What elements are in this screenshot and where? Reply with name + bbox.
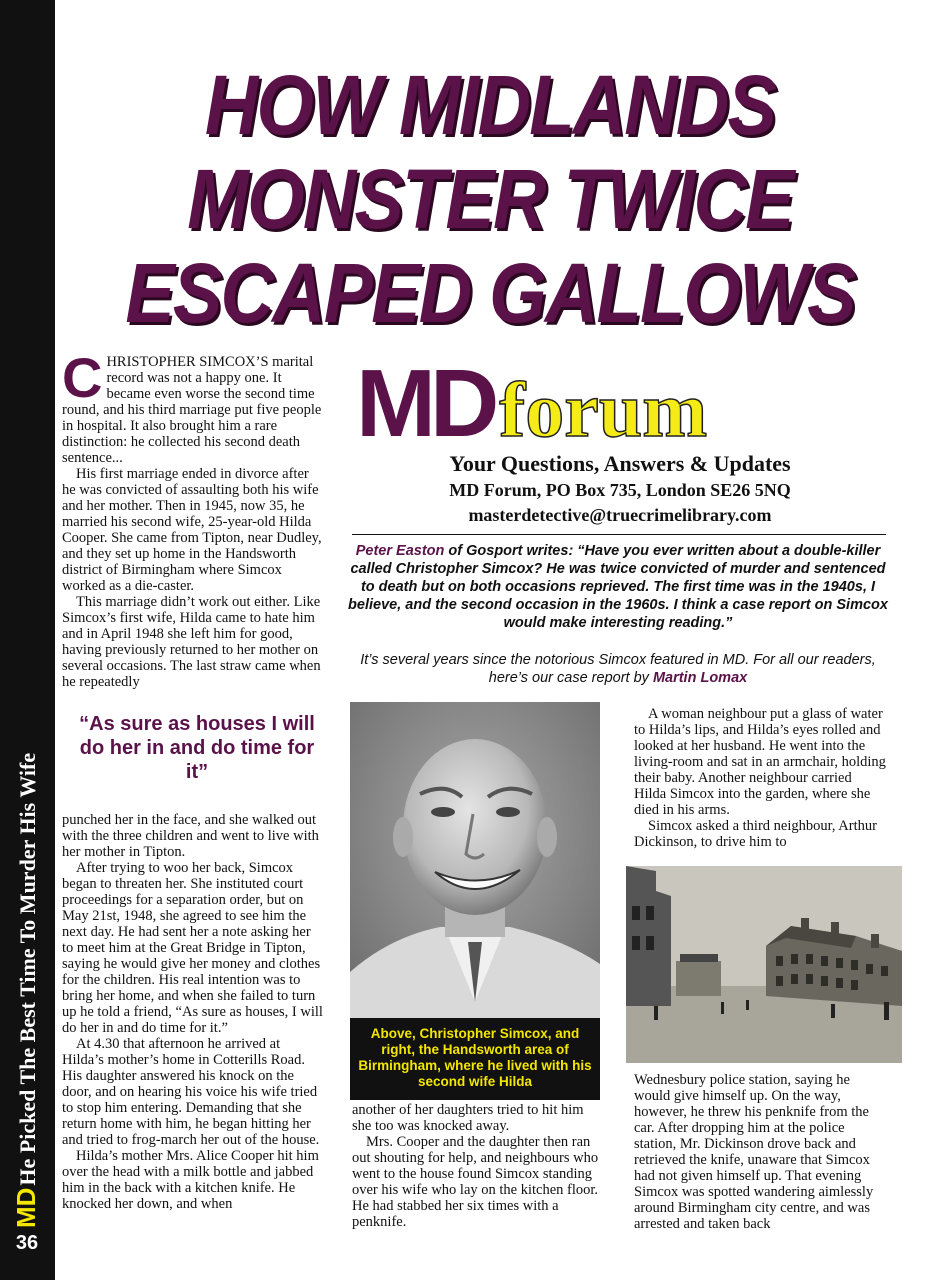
article-paragraph: CHRISTOPHER SIMCOX’S marital record was not a happy one. It became even worse the second time round, and his third marriage put five people in hospital. It also brought him a rare distinction: he collected his second death sentence...	[62, 346, 322, 466]
drop-cap: C	[62, 346, 103, 409]
reply-text: It’s several years since the notorious Simcox featured in MD. For all our readers, here’s our case report by	[360, 652, 876, 686]
reader-letter	[346, 542, 890, 632]
sidebar-md-logo: MD	[11, 1187, 41, 1228]
article-paragraph: After trying to woo her back, Simcox began to threaten her. She instituted court proceedings for a separation order, but on May 21st, 1948, she agreed to see him the next day. He had sent her a note asking her to meet him at the Great Bridge in Tipton, saying he would give her money and clothes for the children. His real intention was to bring her home, and when she failed to turn up he told a friend, “As sure as houses, I will do her in and do time for it.”	[62, 860, 323, 1036]
article-paragraph: This marriage didn’t work out either. Like Simcox’s first wife, Hilda came to hate him and in April 1948 she left him for good, having previously returned to her mother on several occasions. The last straw came when he repeatedly	[62, 594, 321, 690]
headline-line-3: ESCAPED GALLOWS	[125, 246, 855, 340]
md-forum-logo	[356, 350, 876, 457]
sidebar-label: He Picked The Best Time To Murder His Wife	[15, 752, 40, 1186]
article-paragraph: Simcox asked a third neighbour, Arthur Dickinson, to drive him to	[634, 818, 877, 850]
headline-line-1: HOW MIDLANDS	[204, 58, 776, 152]
column-3-bottom	[634, 1072, 886, 1232]
headline	[112, 58, 869, 340]
photo-caption: Above, Christopher Simcox, and right, the Handsworth area of Birmingham, where he lived with his second wife Hilda	[350, 1018, 600, 1100]
pull-quote: “As sure as houses I will do her in and do time for it”	[79, 713, 315, 783]
portrait-photo	[350, 702, 600, 1018]
column-2	[352, 1102, 602, 1230]
logo-forum: forum	[499, 366, 708, 453]
article-paragraph: Mrs. Cooper and the daughter then ran out shouting for help, and neighbours who went to the house found Simcox standing over his wife who lay on the kitchen floor. He had stabbed her six times with a penknife.	[352, 1134, 599, 1230]
article-paragraph: punched her in the face, and she walked out with the three children and went to live with her mother in Tipton.	[62, 812, 319, 860]
article-paragraph: At 4.30 that afternoon he arrived at Hilda’s mother’s home in Cotterills Road. His daughter answered his knock on the door, and on hearing his voice his wife tried to stop him entering. Demanding that she return home with him, he began hitting her and tried to frog-march her out of the house.	[62, 1036, 320, 1148]
forum-tagline: Your Questions, Answers & Updates	[449, 451, 791, 476]
article-paragraph: Hilda’s mother Mrs. Alice Cooper hit him over the head with a milk bottle and jabbed him in the back with a kitchen knife. He knocked her down, and when	[62, 1148, 319, 1212]
column-3-top	[634, 706, 886, 850]
forum-info	[360, 450, 880, 528]
article-paragraph: another of her daughters tried to hit him she too was knocked away.	[352, 1102, 584, 1134]
forum-email: masterdetective@truecrimelibrary.com	[468, 505, 772, 525]
street-photo	[626, 866, 902, 1063]
article-paragraph: His first marriage ended in divorce after he was convicted of assaulting both his wife and her mother. Then in 1945, now 35, he married his second wife, 25-year-old Hilda Cooper. She came from Tipton, near Dudley, and they set up home in the Handsworth district of Birmingham where Simcox worked as a die-caster.	[62, 466, 322, 594]
editor-reply	[346, 651, 890, 687]
article-paragraph: Wednesbury police station, saying he would give himself up. On the way, however, he threw his penknife from the car. After dropping him at the police station, Mr. Dickinson drove back and retrieved the knife, unaware that Simcox had not given himself up. That evening Simcox was spotted wandering aimlessly around Birmingham city centre, and was arrested and taken back	[634, 1072, 874, 1232]
forum-address: MD Forum, PO Box 735, London SE26 5NQ	[449, 480, 791, 500]
letter-author: Peter Easton	[355, 543, 445, 559]
letter-text: of Gosport writes: “Have you ever written about a double-killer called Christopher Simcox? He was twice convicted of murder and sentenced to death but on both occasions reprieved. The first time was in the 1940s, I believe, and the second occasion in the 1960s. I think a case report on Simcox would make interesting reading.”	[348, 543, 888, 631]
divider	[352, 534, 886, 535]
portrait-photo-drawing	[350, 702, 600, 1018]
column-1-bottom	[62, 812, 324, 1212]
headline-line-2: MONSTER TWICE	[187, 152, 793, 246]
street-photo-drawing	[626, 866, 902, 1063]
page-number: 36	[15, 1232, 39, 1254]
logo-md: MD	[356, 350, 494, 457]
column-1-top	[62, 346, 324, 690]
sidebar-running-title	[6, 628, 46, 1228]
reply-author: Martin Lomax	[652, 670, 748, 686]
article-paragraph: A woman neighbour put a glass of water to Hilda’s lips, and Hilda’s eyes rolled and looked at her husband. He went into the living-room and sat in an armchair, holding their baby. Another neighbour carried Hilda Simcox into the garden, where she died in his arms.	[634, 706, 886, 818]
